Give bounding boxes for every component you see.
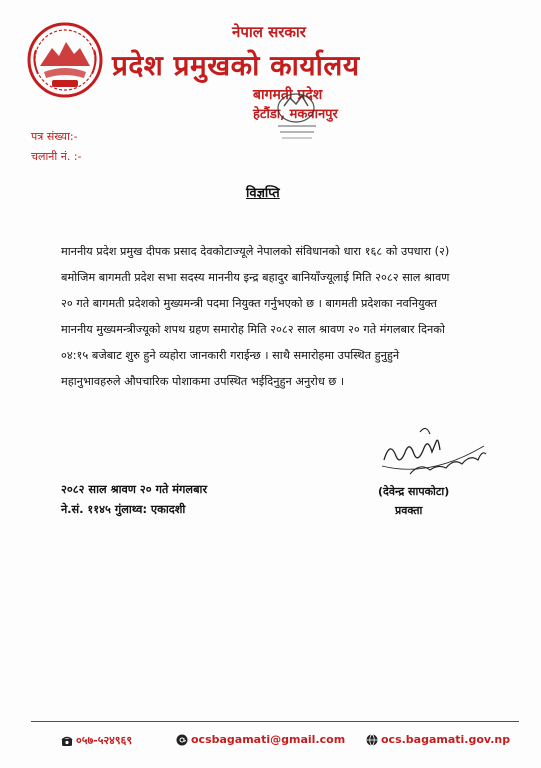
office-title: प्रदेश प्रमुखको कार्यालय: [112, 49, 360, 82]
signatory-name: (देवेन्द्र सापकोटा): [378, 485, 450, 498]
bs-date: २०८२ साल श्रावण २० गते मंगलबार: [61, 483, 208, 496]
body-line: २० गते बागमती प्रदेशको मुख्यमन्त्री पदमा नियुक्त गर्नुभएको छ । बागमती प्रदेशका नवनियुक्त: [61, 297, 438, 310]
at-icon: [176, 734, 188, 746]
office-city: हेटौंडा, मकवानपुर: [253, 107, 338, 122]
footer-email[interactable]: [176, 733, 345, 746]
body-line: महानुभावहरुले औपचारिक पोशाकमा उपस्थित भईदिनुहुन अनुरोध छ ।: [61, 375, 345, 388]
phone-number: ०५७-५२४९६९: [76, 734, 133, 747]
body-line: माननीय मुख्यमन्त्रीज्यूको शपथ ग्रहण समारोह मिति २०८२ साल श्रावण २० गते मंगलबार दिनको: [61, 323, 445, 336]
website-url[interactable]: ocs.bagamati.gov.np: [381, 733, 511, 746]
email-address[interactable]: ocsbagamati@gmail.com: [191, 733, 346, 746]
nepal-emblem-icon: [26, 20, 104, 100]
body-line: ०४:१५ बजेबाट शुरु हुने व्यहोरा जानकारी गराईन्छ । साथै समारोहमा उपस्थित हुनुहुने: [61, 349, 400, 362]
nepal-sambat-date: ने.सं. ११४५ गुंलाथ्व: एकादशी: [61, 503, 186, 516]
notice-heading: विज्ञप्ति: [246, 186, 280, 201]
phone-icon: [61, 735, 73, 747]
globe-icon: [366, 734, 378, 746]
office-stamp: [264, 80, 328, 150]
handwritten-signature: [380, 420, 490, 480]
body-line: माननीय प्रदेश प्रमुख दीपक प्रसाद देवकोटाज्यूले नेपालको संविधानको धारा १६८ को उपधारा (२): [61, 245, 450, 258]
signatory-title: प्रवक्ता: [395, 504, 423, 517]
footer-website[interactable]: [366, 733, 510, 746]
province-name: बागमती प्रदेश: [253, 87, 323, 103]
notice-body: [61, 239, 498, 395]
dispatch-number-label: चलानी नं. :-: [31, 150, 82, 163]
footer-phone: [61, 733, 132, 748]
footer-divider: [31, 721, 519, 722]
government-name: नेपाल सरकार: [232, 23, 306, 41]
date-block: [61, 480, 207, 520]
body-line: बमोजिम बागमती प्रदेश सभा सदस्य माननीय इन्द्र बहादुर बानियाँज्यूलाई मिति २०८२ साल श्रावण: [61, 271, 450, 284]
letter-number-label: पत्र संख्या:-: [31, 130, 78, 143]
